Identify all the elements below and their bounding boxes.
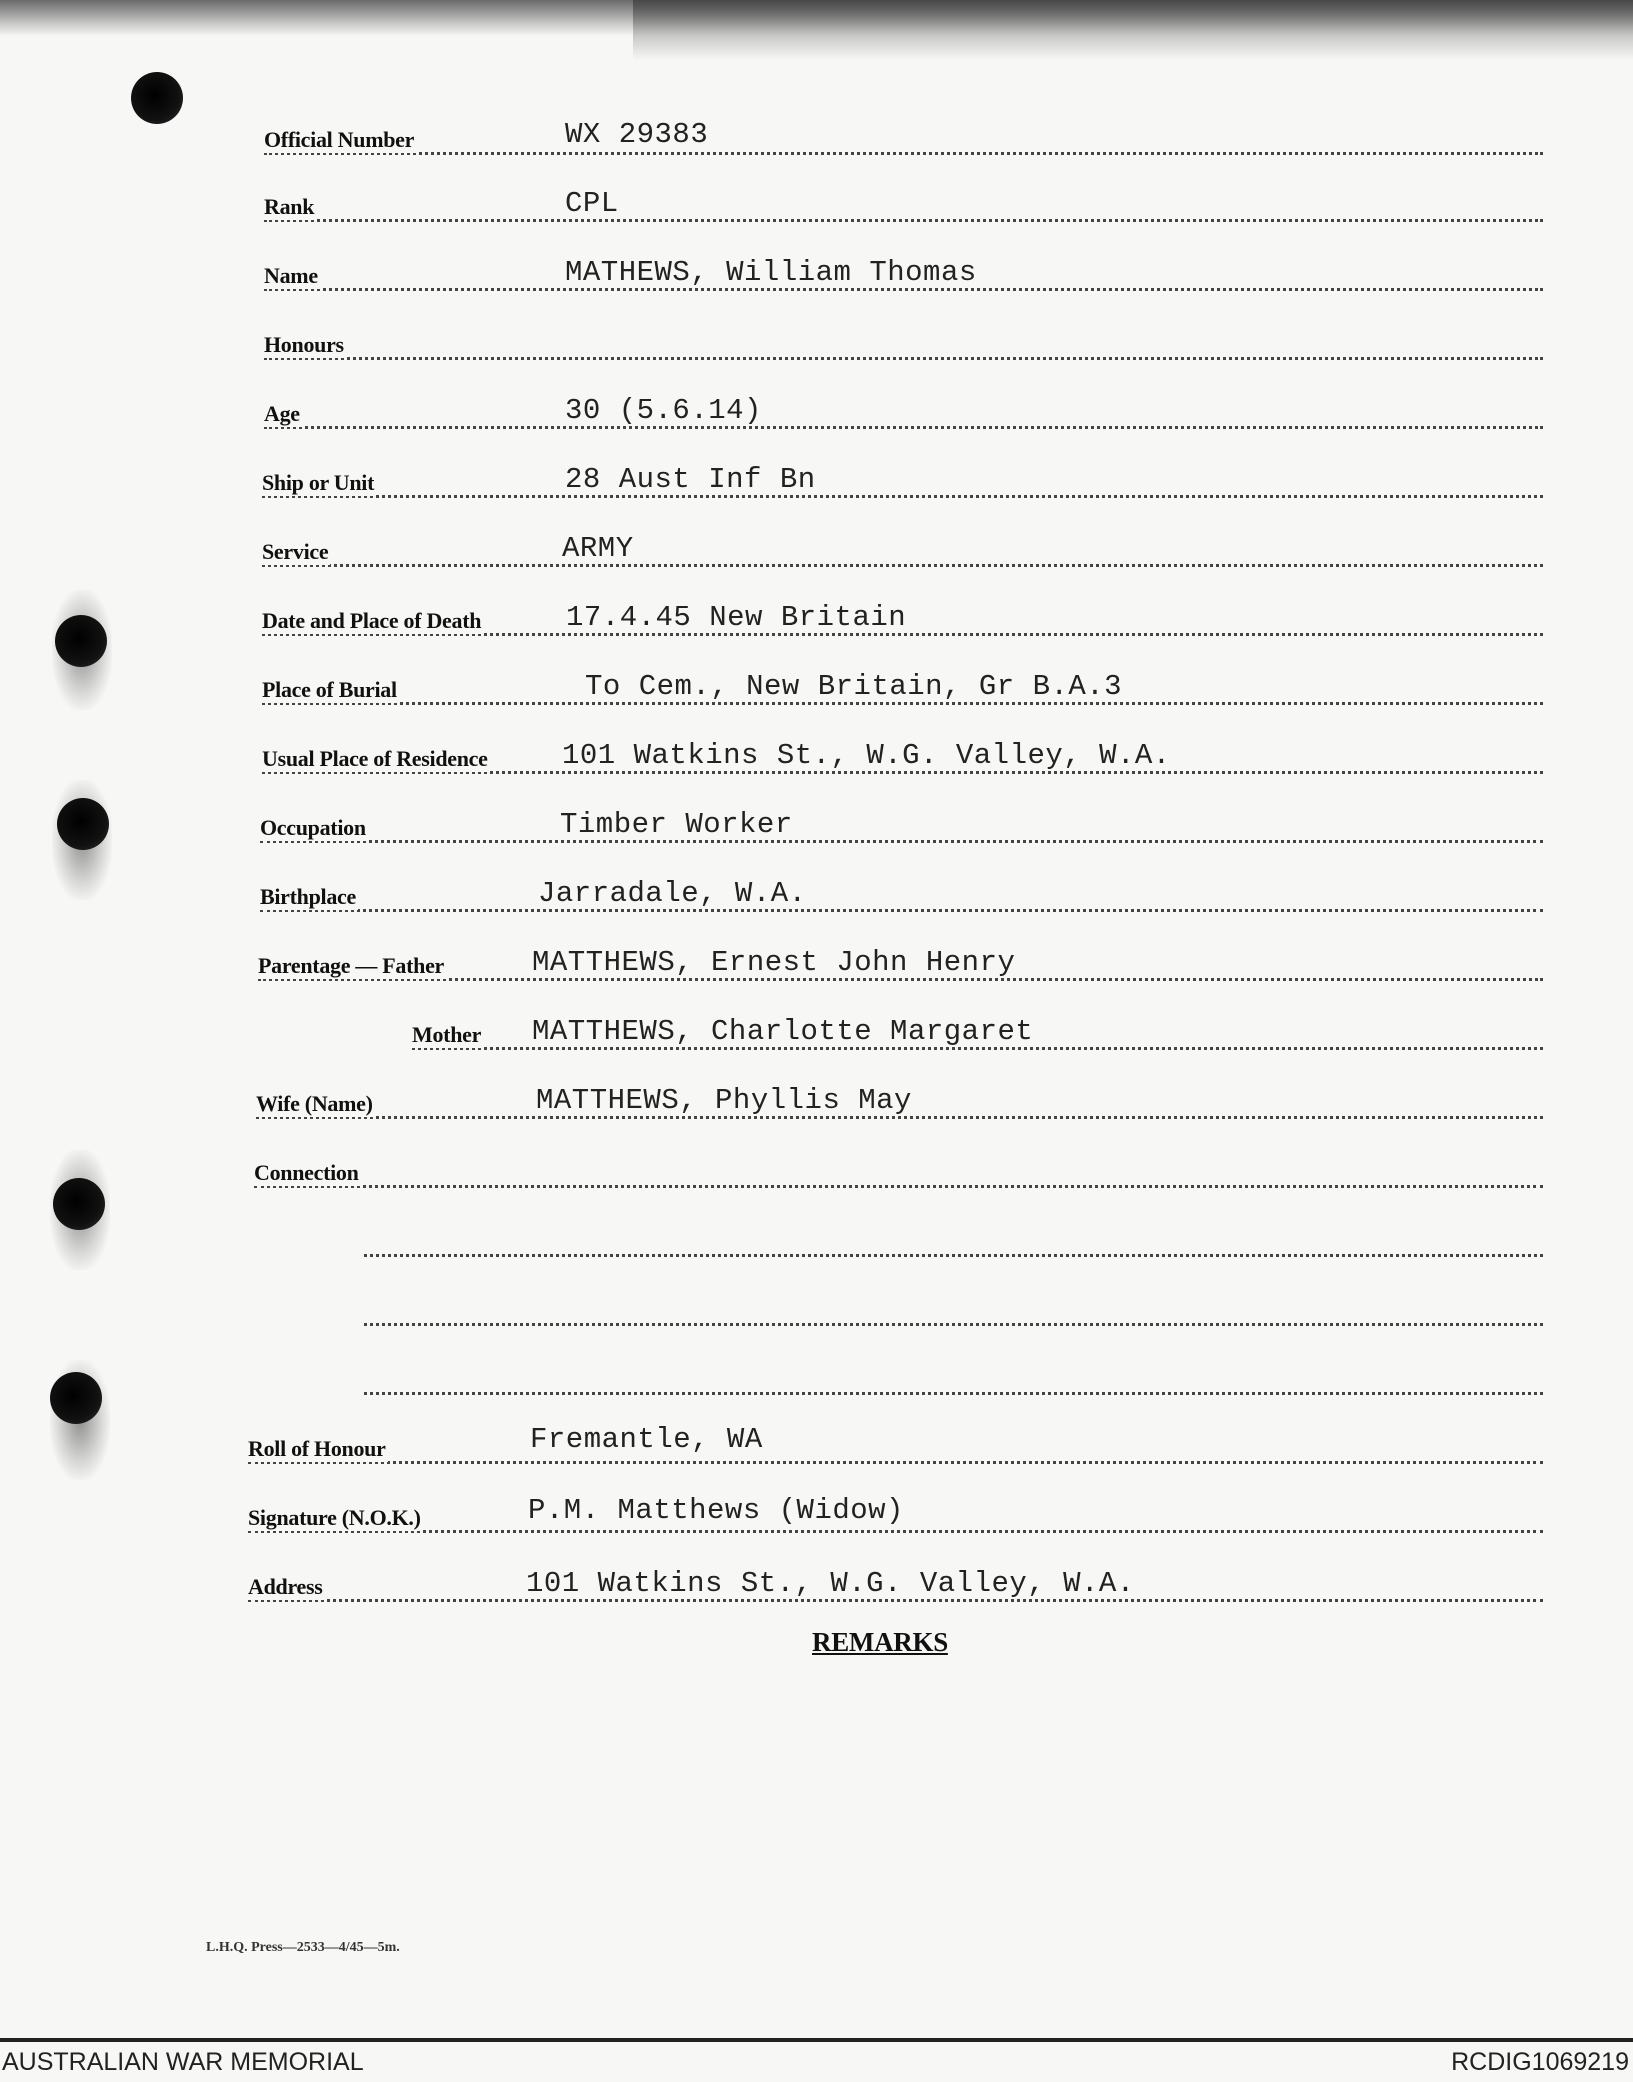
service-value: ARMY: [562, 532, 634, 565]
name-value: MATHEWS, William Thomas: [565, 256, 977, 289]
mother-value: MATTHEWS, Charlotte Margaret: [532, 1015, 1034, 1048]
fill-line: [264, 426, 1543, 429]
usual-residence-label: Usual Place of Residence: [262, 746, 488, 771]
footer-institution: AUSTRALIAN WAR MEMORIAL: [2, 2048, 364, 2076]
usual-residence-value: 101 Watkins St., W.G. Valley, W.A.: [562, 739, 1171, 772]
roll-of-honour-value: Fremantle, WA: [530, 1423, 763, 1456]
ship-or-unit-row: [0, 448, 1633, 508]
connection-row: [0, 1138, 1633, 1198]
usual-residence-row: [0, 724, 1633, 784]
remarks-heading: REMARKS: [812, 1627, 948, 1657]
fill-line: [264, 219, 1543, 222]
date-place-death-value: 17.4.45 New Britain: [566, 601, 907, 634]
father-value: MATTHEWS, Ernest John Henry: [532, 946, 1016, 979]
name-label: Name: [264, 263, 318, 288]
roll-of-honour-label: Roll of Honour: [248, 1436, 386, 1461]
rank-row: [0, 172, 1633, 232]
fill-line: [262, 564, 1543, 567]
fill-line: [248, 1461, 1543, 1464]
connection-continuation-row: [0, 1345, 1633, 1405]
wife-label: Wife (Name): [256, 1091, 373, 1116]
fill-line: [254, 1185, 1543, 1188]
official-number-row: [0, 105, 1633, 165]
father-row: [0, 931, 1633, 991]
occupation-label: Occupation: [260, 815, 366, 840]
signature-value: P.M. Matthews (Widow): [528, 1494, 904, 1527]
connection-label: Connection: [254, 1160, 359, 1185]
fill-line: [364, 1254, 1543, 1257]
rank-label: Rank: [264, 194, 315, 219]
fill-line: [364, 1392, 1543, 1395]
ship-or-unit-label: Ship or Unit: [262, 470, 375, 495]
name-row: [0, 241, 1633, 301]
scan-shadow-right: [633, 0, 1633, 60]
official-number-value: WX 29383: [565, 118, 709, 151]
official-number-label: Official Number: [264, 127, 415, 152]
place-of-burial-row: [0, 655, 1633, 715]
father-label: Parentage — Father: [258, 953, 445, 978]
occupation-row: [0, 793, 1633, 853]
birthplace-row: [0, 862, 1633, 922]
fill-line: [248, 1530, 1543, 1533]
fill-line: [264, 357, 1543, 360]
fill-line: [262, 495, 1543, 498]
date-place-death-label: Date and Place of Death: [262, 608, 482, 633]
age-label: Age: [264, 401, 300, 426]
honours-row: [0, 310, 1633, 370]
birthplace-label: Birthplace: [260, 884, 356, 909]
footer-record-id: RCDIG1069219: [1451, 2048, 1629, 2076]
place-of-burial-value: To Cem., New Britain, Gr B.A.3: [585, 670, 1123, 703]
place-of-burial-label: Place of Burial: [262, 677, 397, 702]
signature-label: Signature (N.O.K.): [248, 1505, 421, 1530]
mother-label: Mother: [412, 1022, 482, 1047]
fill-line: [260, 909, 1543, 912]
service-row: [0, 517, 1633, 577]
honours-label: Honours: [264, 332, 344, 357]
signature-row: [0, 1483, 1633, 1543]
wife-row: [0, 1069, 1633, 1129]
occupation-value: Timber Worker: [560, 808, 793, 841]
address-row: [0, 1552, 1633, 1612]
connection-continuation-row: [0, 1276, 1633, 1336]
rank-value: CPL: [565, 187, 619, 220]
birthplace-value: Jarradale, W.A.: [538, 877, 807, 910]
service-label: Service: [262, 539, 329, 564]
address-value: 101 Watkins St., W.G. Valley, W.A.: [526, 1567, 1135, 1600]
age-value: 30 (5.6.14): [565, 394, 762, 427]
fill-line: [264, 152, 1543, 155]
roll-of-honour-row: [0, 1414, 1633, 1474]
connection-continuation-row: [0, 1207, 1633, 1267]
address-label: Address: [248, 1574, 323, 1599]
fill-line: [260, 840, 1543, 843]
wife-value: MATTHEWS, Phyllis May: [536, 1084, 912, 1117]
age-row: [0, 379, 1633, 439]
mother-row: [0, 1000, 1633, 1060]
fill-line: [364, 1323, 1543, 1326]
footer-divider: [0, 2038, 1633, 2042]
printer-imprint: L.H.Q. Press—2533—4/45—5m.: [206, 1940, 400, 1955]
date-place-death-row: [0, 586, 1633, 646]
ship-or-unit-value: 28 Aust Inf Bn: [565, 463, 816, 496]
